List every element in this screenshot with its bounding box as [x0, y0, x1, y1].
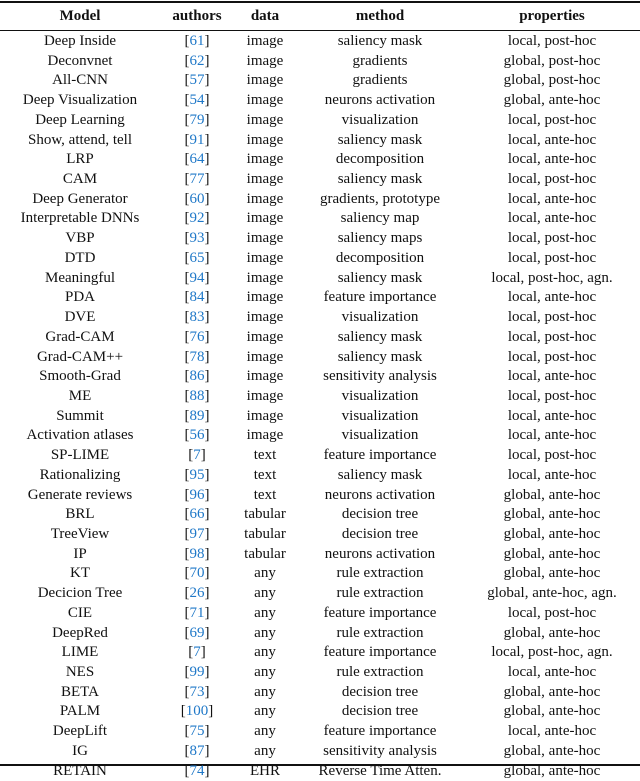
model-cell: NES	[65, 664, 95, 680]
data-cell: image	[246, 131, 284, 148]
authors-cell: [99]	[184, 664, 210, 680]
table-row	[0, 683, 640, 703]
properties-cell: local, ante-hoc	[507, 427, 597, 444]
data-cell: image	[246, 151, 284, 168]
method-cell: rule extraction	[336, 585, 424, 602]
authors-cell: [86]	[184, 368, 210, 385]
model-cell: Decicion Tree	[37, 585, 123, 602]
citation-link[interactable]: 92	[189, 210, 205, 227]
table-row	[0, 229, 640, 249]
table-row	[0, 91, 640, 111]
model-cell: Meaningful	[45, 269, 115, 286]
data-cell: image	[246, 249, 284, 266]
method-cell: neurons activation	[324, 92, 436, 109]
authors-cell: [94]	[184, 269, 210, 286]
authors-cell: [71]	[184, 604, 210, 621]
model-cell: IG	[72, 742, 88, 759]
header-model: Model	[59, 8, 101, 24]
properties-cell: local, ante-hoc	[507, 723, 597, 740]
table-row	[0, 308, 640, 328]
data-cell: any	[254, 604, 276, 621]
method-cell: feature importance	[323, 723, 437, 740]
authors-cell: [60]	[184, 190, 210, 207]
citation-link[interactable]: 78	[189, 348, 205, 365]
model-cell: RETAIN	[53, 762, 107, 779]
table-row	[0, 111, 640, 131]
properties-cell: local, post-hoc	[507, 447, 597, 464]
data-cell: tabular	[244, 525, 286, 542]
table-row	[0, 52, 640, 72]
method-cell: rule extraction	[336, 664, 424, 680]
method-cell: visualization	[341, 309, 419, 326]
properties-cell: local, post-hoc, agn.	[491, 269, 613, 286]
table-row	[0, 387, 640, 407]
properties-cell: global, ante-hoc	[503, 624, 601, 641]
table-row	[0, 407, 640, 427]
data-cell: image	[246, 387, 284, 404]
method-cell: saliency mask	[337, 269, 423, 286]
properties-cell: local, post-hoc	[507, 604, 597, 621]
model-cell: IP	[73, 545, 87, 562]
authors-cell: [98]	[184, 545, 210, 562]
data-cell: any	[254, 644, 276, 661]
citation-link[interactable]: 62	[189, 52, 205, 69]
method-cell: visualization	[341, 387, 419, 404]
authors-cell: [64]	[184, 151, 210, 168]
data-cell: image	[246, 427, 284, 444]
citation-link[interactable]: 93	[189, 230, 205, 247]
model-cell: LIME	[61, 644, 99, 661]
method-cell: decomposition	[335, 151, 425, 168]
model-cell: LRP	[66, 151, 94, 168]
properties-cell: local, ante-hoc	[507, 664, 597, 680]
citation-link[interactable]: 70	[189, 565, 205, 582]
method-cell: visualization	[341, 407, 419, 424]
data-cell: image	[246, 328, 284, 345]
citation-link[interactable]: 94	[189, 269, 205, 286]
method-cell: saliency mask	[337, 131, 423, 148]
authors-cell: [83]	[184, 309, 210, 326]
authors-cell: [57]	[184, 72, 210, 89]
data-cell: image	[246, 309, 284, 326]
data-cell: EHR	[250, 762, 280, 779]
citation-link[interactable]: 96	[189, 486, 205, 503]
properties-cell: global, ante-hoc	[503, 486, 601, 503]
properties-cell: global, ante-hoc	[503, 742, 601, 759]
citation-link[interactable]: 73	[189, 683, 205, 700]
authors-cell: [75]	[184, 723, 210, 740]
citation-link[interactable]: 7	[193, 447, 201, 464]
citation-link[interactable]: 71	[189, 604, 205, 621]
method-cell: saliency mask	[337, 171, 423, 188]
model-cell: Interpretable DNNs	[20, 210, 140, 227]
data-cell: text	[253, 486, 277, 503]
citation-link[interactable]: 86	[189, 368, 205, 385]
table-row	[0, 170, 640, 190]
table-row	[0, 426, 640, 446]
citation-link[interactable]: 64	[189, 151, 205, 168]
properties-cell: local, ante-hoc	[507, 289, 597, 306]
table-row	[0, 367, 640, 387]
properties-cell: local, ante-hoc	[507, 190, 597, 207]
authors-cell: [56]	[184, 427, 210, 444]
authors-cell: [77]	[184, 171, 210, 188]
authors-cell: [70]	[184, 565, 210, 582]
model-cell: BETA	[61, 683, 99, 700]
method-cell: feature importance	[323, 644, 437, 661]
method-cell: Reverse Time Atten.	[318, 762, 442, 779]
citation-link[interactable]: 100	[185, 703, 209, 720]
method-cell: neurons activation	[324, 486, 436, 503]
model-cell: PDA	[64, 289, 95, 306]
table-row	[0, 348, 640, 368]
properties-cell: global, ante-hoc	[503, 703, 601, 720]
model-cell: KT	[70, 565, 90, 582]
citation-link[interactable]: 54	[189, 92, 205, 109]
authors-cell: [91]	[184, 131, 210, 148]
citation-link[interactable]: 65	[189, 249, 205, 266]
citation-link[interactable]: 66	[189, 506, 205, 523]
properties-cell: global, ante-hoc	[503, 762, 601, 779]
authors-cell: [89]	[184, 407, 210, 424]
properties-cell: local, ante-hoc	[507, 466, 597, 483]
model-cell: Deconvnet	[47, 52, 113, 69]
model-cell: Generate reviews	[27, 486, 133, 503]
properties-cell: global, ante-hoc	[503, 565, 601, 582]
citation-link[interactable]: 57	[189, 72, 205, 89]
model-cell: Grad-CAM++	[36, 348, 124, 365]
method-cell: saliency mask	[337, 328, 423, 345]
method-cell: gradients, prototype	[320, 190, 440, 207]
table-row	[0, 722, 640, 742]
model-cell: Grad-CAM	[45, 328, 115, 345]
table-row	[0, 762, 640, 781]
method-cell: feature importance	[323, 289, 437, 306]
data-cell: image	[246, 33, 284, 49]
table-row	[0, 328, 640, 348]
citation-link[interactable]: 98	[189, 545, 205, 562]
method-cell: rule extraction	[336, 565, 424, 582]
table-row	[0, 466, 640, 486]
properties-cell: global, ante-hoc	[503, 506, 601, 523]
data-cell: image	[246, 52, 284, 69]
method-cell: saliency mask	[337, 466, 423, 483]
data-cell: image	[246, 72, 284, 89]
method-cell: feature importance	[323, 447, 437, 464]
properties-cell: local, post-hoc, agn.	[491, 644, 613, 661]
model-cell: DeepRed	[52, 624, 108, 641]
model-cell: BRL	[65, 506, 95, 523]
properties-cell: local, post-hoc	[507, 249, 597, 266]
method-cell: sensitivity analysis	[323, 368, 437, 385]
method-cell: gradients	[352, 72, 408, 89]
table-row	[0, 150, 640, 170]
data-cell: text	[253, 447, 277, 464]
table-header-row	[0, 3, 640, 30]
authors-cell: [54]	[184, 92, 210, 109]
properties-cell: local, post-hoc	[507, 230, 597, 247]
authors-cell: [61]	[184, 33, 210, 49]
method-cell: rule extraction	[336, 624, 424, 641]
method-cell: feature importance	[323, 604, 437, 621]
table-row	[0, 269, 640, 289]
citation-link[interactable]: 26	[189, 585, 205, 602]
data-cell: image	[246, 92, 284, 109]
data-cell: tabular	[244, 545, 286, 562]
citation-link[interactable]: 88	[189, 387, 205, 404]
citation-link[interactable]: 84	[189, 289, 205, 306]
model-cell: DTD	[64, 249, 96, 266]
citation-link[interactable]: 97	[189, 525, 205, 542]
model-cell: Activation atlases	[26, 427, 134, 444]
model-cell: Deep Learning	[35, 111, 125, 128]
method-cell: decision tree	[341, 703, 419, 720]
table-row	[0, 71, 640, 91]
authors-cell: [76]	[184, 328, 210, 345]
method-cell: saliency map	[340, 210, 420, 227]
authors-cell: [7]	[188, 644, 206, 661]
data-cell: image	[246, 348, 284, 365]
properties-cell: global, ante-hoc, agn.	[487, 585, 617, 602]
properties-cell: local, ante-hoc	[507, 407, 597, 424]
model-cell: Rationalizing	[39, 466, 121, 483]
method-cell: decomposition	[335, 249, 425, 266]
authors-cell: [73]	[184, 683, 210, 700]
properties-cell: local, post-hoc	[507, 33, 597, 49]
citation-link[interactable]: 61	[189, 33, 205, 49]
authors-cell: [62]	[184, 52, 210, 69]
table-row	[0, 505, 640, 525]
authors-cell: [26]	[184, 585, 210, 602]
citation-link[interactable]: 76	[189, 328, 205, 345]
citation-link[interactable]: 75	[189, 723, 205, 740]
header-authors: authors	[172, 8, 222, 24]
data-cell: any	[254, 723, 276, 740]
authors-cell: [84]	[184, 289, 210, 306]
table-row	[0, 190, 640, 210]
citation-link[interactable]: 77	[189, 171, 205, 188]
data-cell: any	[254, 683, 276, 700]
data-cell: any	[254, 742, 276, 759]
authors-cell: [65]	[184, 249, 210, 266]
table-row	[0, 545, 640, 565]
properties-cell: global, ante-hoc	[503, 525, 601, 542]
citation-link[interactable]: 7	[193, 644, 201, 661]
citation-link[interactable]: 87	[189, 742, 205, 759]
data-cell: image	[246, 190, 284, 207]
model-cell: ME	[68, 387, 92, 404]
table-row	[0, 624, 640, 644]
data-cell: any	[254, 585, 276, 602]
data-cell: image	[246, 210, 284, 227]
authors-cell: [87]	[184, 742, 210, 759]
citation-link[interactable]: 99	[189, 664, 205, 680]
properties-cell: global, post-hoc	[503, 52, 601, 69]
model-cell: VBP	[65, 230, 95, 247]
header-properties: properties	[519, 8, 585, 24]
table-row	[0, 525, 640, 545]
table-row	[0, 742, 640, 762]
properties-cell: local, ante-hoc	[507, 151, 597, 168]
header-method: method	[355, 8, 405, 24]
citation-link[interactable]: 89	[189, 407, 205, 424]
table-row	[0, 209, 640, 229]
properties-cell: local, ante-hoc	[507, 131, 597, 148]
authors-cell: [78]	[184, 348, 210, 365]
authors-cell: [66]	[184, 506, 210, 523]
table-row	[0, 643, 640, 663]
method-cell: decision tree	[341, 506, 419, 523]
method-cell: saliency mask	[337, 348, 423, 365]
data-cell: any	[254, 624, 276, 641]
properties-cell: global, ante-hoc	[503, 92, 601, 109]
table-row	[0, 486, 640, 506]
method-cell: neurons activation	[324, 545, 436, 562]
data-cell: any	[254, 703, 276, 720]
properties-cell: local, post-hoc	[507, 348, 597, 365]
method-cell: saliency mask	[337, 33, 423, 49]
method-cell: sensitivity analysis	[323, 742, 437, 759]
table-row	[0, 249, 640, 269]
model-cell: TreeView	[50, 525, 110, 542]
table-row	[0, 288, 640, 308]
model-cell: SP-LIME	[50, 447, 110, 464]
model-cell: Deep Visualization	[22, 92, 138, 109]
citation-link[interactable]: 69	[189, 624, 205, 641]
citation-link[interactable]: 79	[189, 111, 205, 128]
properties-cell: local, post-hoc	[507, 171, 597, 188]
citation-link[interactable]: 74	[189, 762, 205, 779]
authors-cell: [100]	[180, 703, 214, 720]
model-cell: All-CNN	[52, 72, 108, 89]
model-cell: Show, attend, tell	[27, 131, 132, 148]
method-cell: visualization	[341, 111, 419, 128]
authors-cell: [93]	[184, 230, 210, 247]
authors-cell: [92]	[184, 210, 210, 227]
properties-cell: local, post-hoc	[507, 328, 597, 345]
model-cell: Summit	[56, 407, 104, 424]
table-row	[0, 30, 640, 52]
authors-cell: [88]	[184, 387, 210, 404]
data-cell: image	[246, 407, 284, 424]
data-cell: image	[246, 230, 284, 247]
table-row	[0, 604, 640, 624]
table-row	[0, 446, 640, 466]
data-cell: any	[254, 565, 276, 582]
methods-table	[0, 3, 640, 781]
method-cell: saliency maps	[337, 230, 423, 247]
data-cell: image	[246, 289, 284, 306]
properties-cell: local, ante-hoc	[507, 368, 597, 385]
model-cell: CAM	[62, 171, 98, 188]
properties-cell: global, ante-hoc	[503, 545, 601, 562]
properties-cell: local, ante-hoc	[507, 210, 597, 227]
authors-cell: [96]	[184, 486, 210, 503]
table-row	[0, 131, 640, 151]
properties-cell: global, post-hoc	[503, 72, 601, 89]
properties-cell: local, post-hoc	[507, 387, 597, 404]
authors-cell: [74]	[184, 762, 210, 779]
data-cell: text	[253, 466, 277, 483]
citation-link[interactable]: 95	[189, 466, 205, 483]
table-row	[0, 702, 640, 722]
table-row	[0, 564, 640, 584]
header-data: data	[250, 8, 280, 24]
properties-cell: local, post-hoc	[507, 111, 597, 128]
citation-link[interactable]: 60	[189, 190, 205, 207]
authors-cell: [97]	[184, 525, 210, 542]
citation-link[interactable]: 83	[189, 309, 205, 326]
data-cell: image	[246, 368, 284, 385]
method-cell: decision tree	[341, 525, 419, 542]
citation-link[interactable]: 56	[189, 427, 205, 444]
method-cell: visualization	[341, 427, 419, 444]
citation-link[interactable]: 91	[189, 131, 205, 148]
table-row	[0, 584, 640, 604]
method-cell: gradients	[352, 52, 408, 69]
model-cell: DeepLift	[52, 723, 108, 740]
properties-cell: global, ante-hoc	[503, 683, 601, 700]
properties-cell: local, post-hoc	[507, 309, 597, 326]
model-cell: Deep Generator	[32, 190, 128, 207]
data-cell: image	[246, 111, 284, 128]
table-row	[0, 663, 640, 683]
authors-cell: [7]	[188, 447, 206, 464]
data-cell: image	[246, 269, 284, 286]
model-cell: DVE	[64, 309, 96, 326]
model-cell: Deep Inside	[43, 33, 117, 49]
data-cell: any	[254, 664, 276, 680]
model-cell: PALM	[59, 703, 101, 720]
authors-cell: [79]	[184, 111, 210, 128]
model-cell: Smooth-Grad	[39, 368, 121, 385]
authors-cell: [95]	[184, 466, 210, 483]
data-cell: tabular	[244, 506, 286, 523]
method-cell: decision tree	[341, 683, 419, 700]
authors-cell: [69]	[184, 624, 210, 641]
data-cell: image	[246, 171, 284, 188]
model-cell: CIE	[67, 604, 93, 621]
